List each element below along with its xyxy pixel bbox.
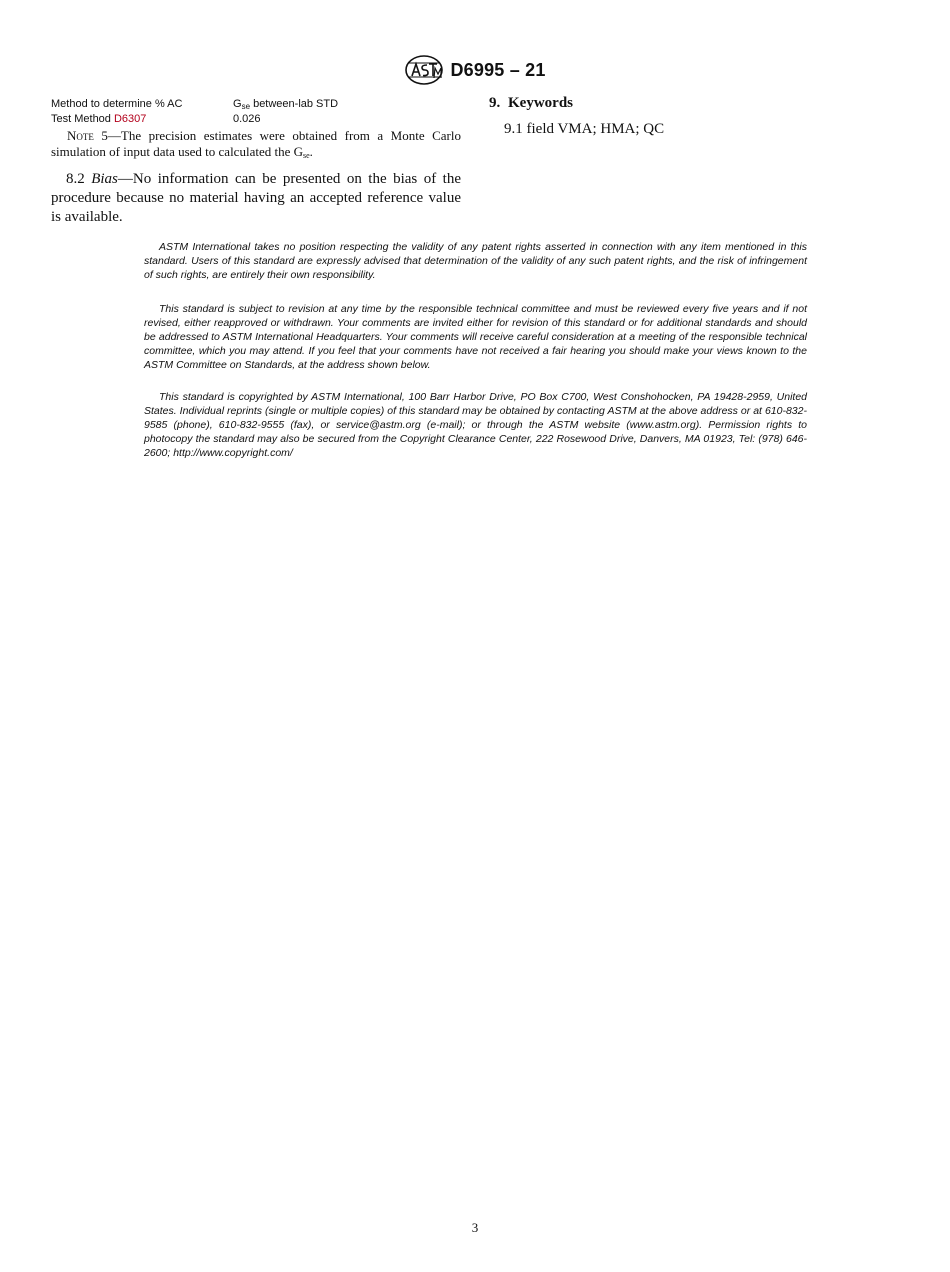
section-heading-keywords (489, 94, 899, 113)
right-column (489, 94, 899, 139)
note-text: 5—The precision estimates were obtained from a Monte Carlo simulation of input data used to calculated the G (51, 128, 461, 159)
bias-term: Bias (91, 171, 118, 187)
standard-designation: D6995 – 21 (450, 59, 546, 80)
note-end: . (309, 144, 313, 159)
keywords-number: 9.1 (504, 121, 523, 137)
revision-notice: This standard is subject to revision at any time by the responsible technical committee and must be reviewed every five years and if not revised, either reapproved or withdrawn. Your comments are invited either for revision of this standard or for additional standards and should be addressed to ASTM International Headquarters. Your comments will receive careful consideration at a meeting of the responsible technical committee, which you may attend. If you feel that your comments have not received a fair hearing you should make your views known to the ASTM Committee on Standards, at the address shown below. (144, 303, 807, 371)
table-header-std (233, 98, 461, 113)
page-header (0, 54, 950, 86)
std-label: between-lab STD (250, 98, 339, 110)
precision-table (51, 98, 461, 126)
page-number: 3 (471, 1220, 479, 1235)
patent-notice: ASTM International takes no position respecting the validity of any patent rights asserted in connection with any item mentioned in this standard. Users of this standard are expressly advised that determination of the validity of any such patent rights, and the risk of infringement of such rights, are entirely their own responsibility. (144, 241, 807, 281)
bias-text: —No information can be presented on the bias of the procedure because no material having an accepted reference value is available. (51, 171, 462, 225)
table-cell-method (51, 113, 233, 126)
gse-subscript: se (241, 102, 251, 111)
note-subscript: se (303, 151, 310, 160)
d6307-link[interactable]: D6307 (113, 113, 147, 125)
table-row (51, 113, 461, 126)
section-title: Keywords (508, 95, 573, 111)
table-header-row (51, 98, 461, 113)
bias-number: 8.2 (66, 171, 92, 187)
note-label: Note (67, 128, 94, 143)
method-prefix: Test Method (51, 113, 114, 125)
note-5 (51, 128, 461, 164)
copyright-notice: This standard is copyrighted by ASTM International, 100 Barr Harbor Drive, PO Box C700, West Conshohocken, PA 19428-2959, United States. Individual reprints (single or multiple copies) of this standard may be obtained by contacting ASTM at the above address or at 610-832-9585 (phone), 610-832-9555 (fax), or service@astm.org (e-mail); or through the ASTM website (www.astm.org). Permission rights to photocopy the standard may also be secured from the Copyright Clearance Center, 222 Rosewood Drive, Danvers, MA 01923, Tel: (978) 646-2600; http://www.copyright.com/ (144, 391, 807, 459)
astm-logo-icon (404, 54, 444, 86)
keywords-paragraph (489, 120, 899, 139)
table-header-method: Method to determine % AC (51, 98, 183, 110)
gse-symbol: G (233, 98, 242, 110)
left-column (51, 98, 461, 227)
section-number: 9. (489, 95, 501, 111)
table-cell-value: 0.026 (233, 113, 261, 125)
keywords-text: field VMA; HMA; QC (526, 121, 665, 137)
bias-paragraph (51, 170, 461, 227)
